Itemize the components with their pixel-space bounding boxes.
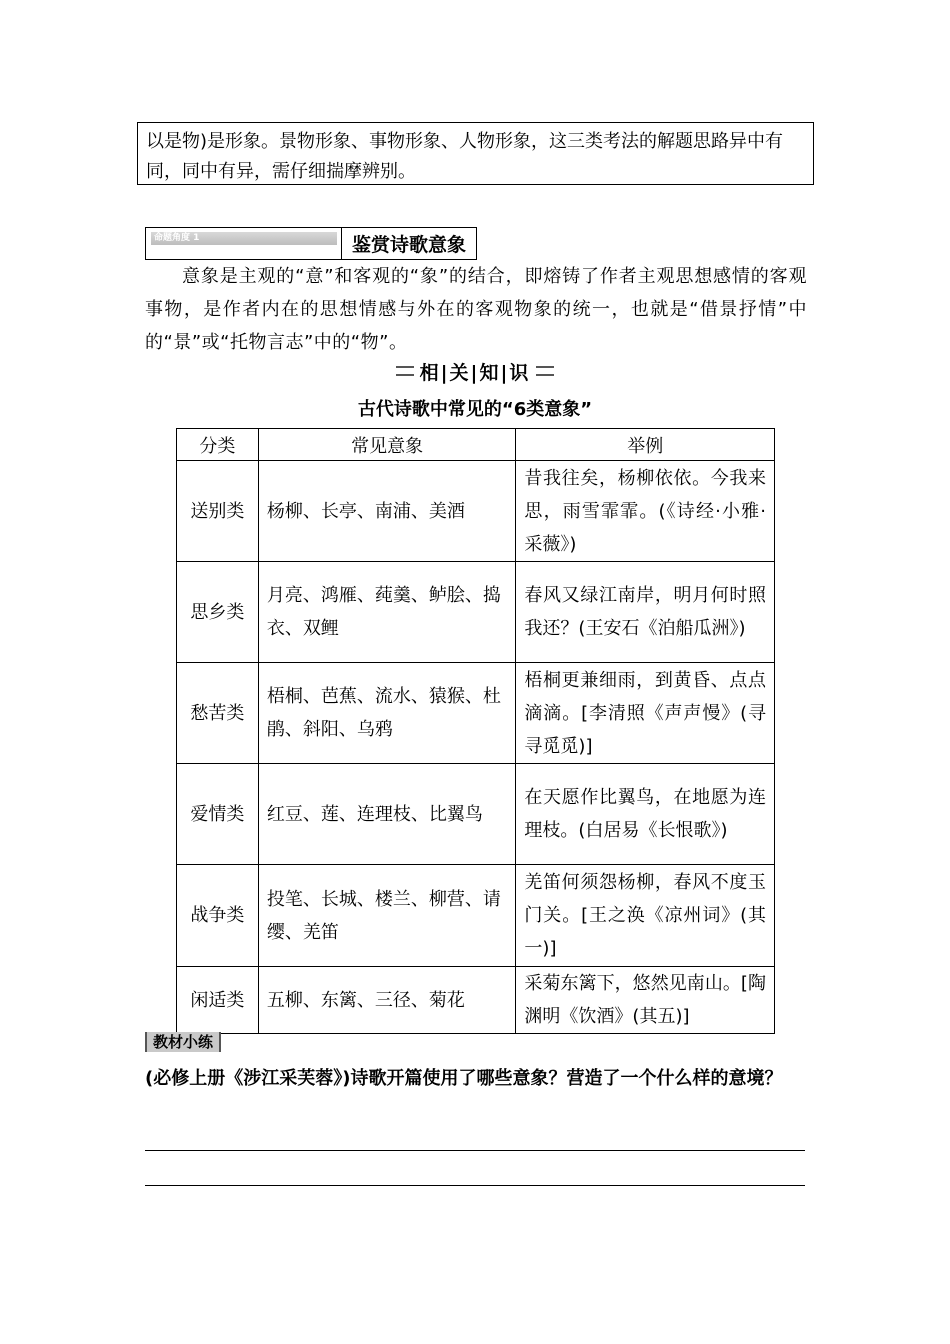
row-category: 思乡类 — [177, 562, 259, 663]
header-example: 举例 — [516, 429, 775, 461]
answer-line[interactable] — [145, 1185, 805, 1186]
row-category: 送别类 — [177, 461, 259, 562]
row-images: 梧桐、芭蕉、流水、猿猴、杜鹃、斜阳、乌鸦 — [258, 663, 516, 764]
angle-title: 鉴赏诗歌意象 — [341, 227, 477, 260]
row-category: 战争类 — [177, 865, 259, 967]
angle-tag — [145, 227, 341, 260]
table-row — [177, 967, 775, 1034]
row-images: 杨柳、长亭、南浦、美酒 — [258, 461, 516, 562]
row-example: 梧桐更兼细雨，到黄昏、点点滴滴。[李清照《声声慢》(寻寻觅觅)] — [516, 663, 775, 764]
table-header-row — [177, 429, 775, 461]
table-title: 古代诗歌中常见的“6类意象” — [357, 399, 593, 420]
row-example: 春风又绿江南岸，明月何时照我还？(王安石《泊船瓜洲》) — [516, 562, 775, 663]
row-images: 红豆、莲、连理枝、比翼鸟 — [258, 764, 516, 865]
row-example: 羌笛何须怨杨柳，春风不度玉门关。[王之涣《凉州词》(其一)] — [516, 865, 775, 967]
answer-line[interactable] — [145, 1150, 805, 1151]
header-category: 分类 — [177, 429, 259, 461]
table-row — [177, 461, 775, 562]
row-images: 月亮、鸿雁、莼羹、鲈脍、捣衣、双鲤 — [258, 562, 516, 663]
row-images: 五柳、东篱、三径、菊花 — [258, 967, 516, 1034]
row-category: 闲适类 — [177, 967, 259, 1034]
banner-right-lines — [536, 366, 554, 376]
row-example: 昔我往矣，杨柳依依。今我来思，雨雪霏霏。(《诗经·小雅·采薇》) — [516, 461, 775, 562]
table-row — [177, 663, 775, 764]
topic-angle-header — [145, 227, 477, 260]
row-images: 投笔、长城、楼兰、柳营、请缨、羌笛 — [258, 865, 516, 967]
row-example: 采菊东篱下，悠然见南山。[陶渊明《饮酒》(其五)] — [516, 967, 775, 1034]
practice-tag: 教材小练 — [145, 1032, 221, 1052]
row-category: 愁苦类 — [177, 663, 259, 764]
boxed-note — [137, 122, 814, 185]
header-images: 常见意象 — [258, 429, 516, 461]
imagery-table — [176, 428, 775, 1034]
row-example: 在天愿作比翼鸟，在地愿为连理枝。(白居易《长恨歌》) — [516, 764, 775, 865]
row-category: 爱情类 — [177, 764, 259, 865]
table-row — [177, 865, 775, 967]
knowledge-banner — [395, 358, 555, 384]
banner-left-lines — [396, 366, 414, 376]
angle-tag-label: 命题角度 1 — [154, 233, 200, 243]
intro-paragraph: 意象是主观的“意”和客观的“象”的结合，即熔铸了作者主观思想感情的客观事物，是作者内在的思想情感与外在的客观物象的统一，也就是“借景抒情”中的“景”或“托物言志”中的“物”。 — [145, 266, 807, 353]
table-row — [177, 764, 775, 865]
table-row — [177, 562, 775, 663]
knowledge-banner-text: 相|关|知|识 — [419, 361, 531, 384]
practice-question: (必修上册《涉江采芙蓉》)诗歌开篇使用了哪些意象？营造了一个什么样的意境？ — [145, 1068, 783, 1089]
boxed-note-text: 以是物)是形象。景物形象、事物形象、人物形象，这三类考法的解题思路异中有同，同中有异，需仔细揣摩辨别。 — [146, 131, 784, 182]
